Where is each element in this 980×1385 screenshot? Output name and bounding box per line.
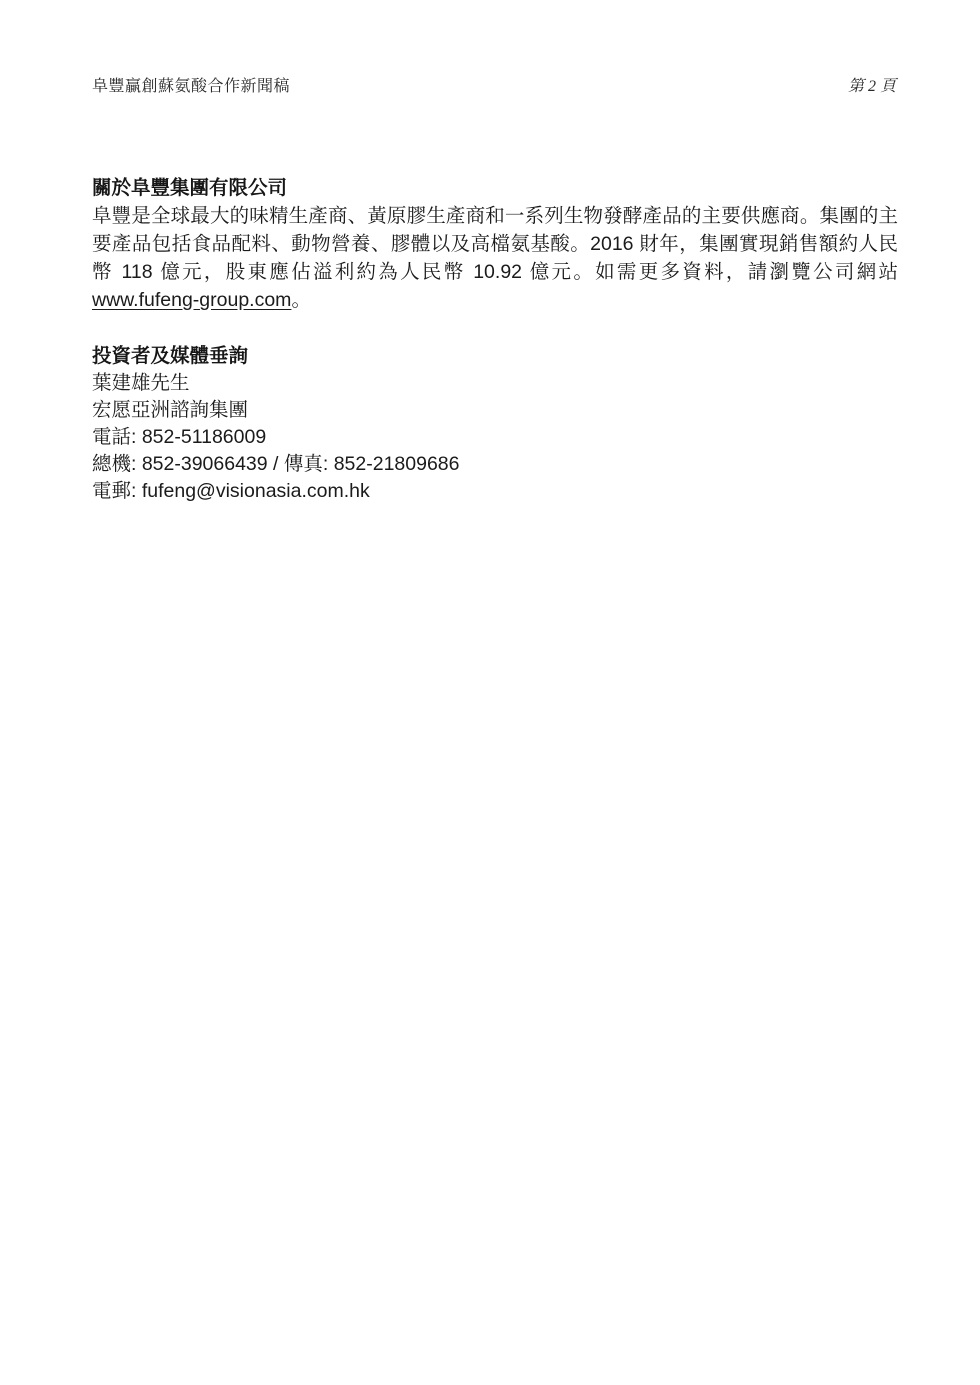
- contact-phone-line: 電話: 852-51186009: [92, 426, 267, 448]
- page-header: [92, 73, 896, 96]
- page-number: 第 2 頁: [847, 78, 896, 95]
- about-paragraph-line: 阜豐是全球最大的味精生產商、黃原膠生產商和一系列生物發酵產品的主要供應商。集團的主: [92, 205, 898, 227]
- about-paragraph-lastline: [92, 286, 898, 314]
- contact-company-name: 宏愿亞洲諮詢集團: [92, 399, 249, 421]
- contact-switchboard-fax-line: 總機: 852-39066439 / 傳真: 852-21809686: [92, 453, 460, 475]
- about-paragraph-line: 要產品包括食品配料、動物營養、膠體以及高檔氨基酸。2016 財年，集團實現銷售額約人民: [92, 233, 898, 255]
- contact-email-line: 電郵: fufeng@visionasia.com.hk: [92, 480, 370, 502]
- document-body: [92, 174, 898, 505]
- contact-person-name: 葉建雄先生: [92, 372, 190, 394]
- contact-section-heading: 投資者及媒體垂詢: [92, 345, 249, 367]
- about-paragraph-line: 幣 118 億元，股東應佔溢利約為人民幣 10.92 億元。如需更多資料，請瀏覽公司網站: [92, 261, 898, 283]
- about-section-heading: 關於阜豐集團有限公司: [92, 177, 288, 199]
- company-website-link[interactable]: www.fufeng-group.com: [92, 289, 292, 311]
- header-title: 阜豐贏創蘇氨酸合作新聞稿: [92, 78, 291, 95]
- sentence-period: 。: [291, 289, 311, 311]
- section-spacer: [92, 314, 898, 342]
